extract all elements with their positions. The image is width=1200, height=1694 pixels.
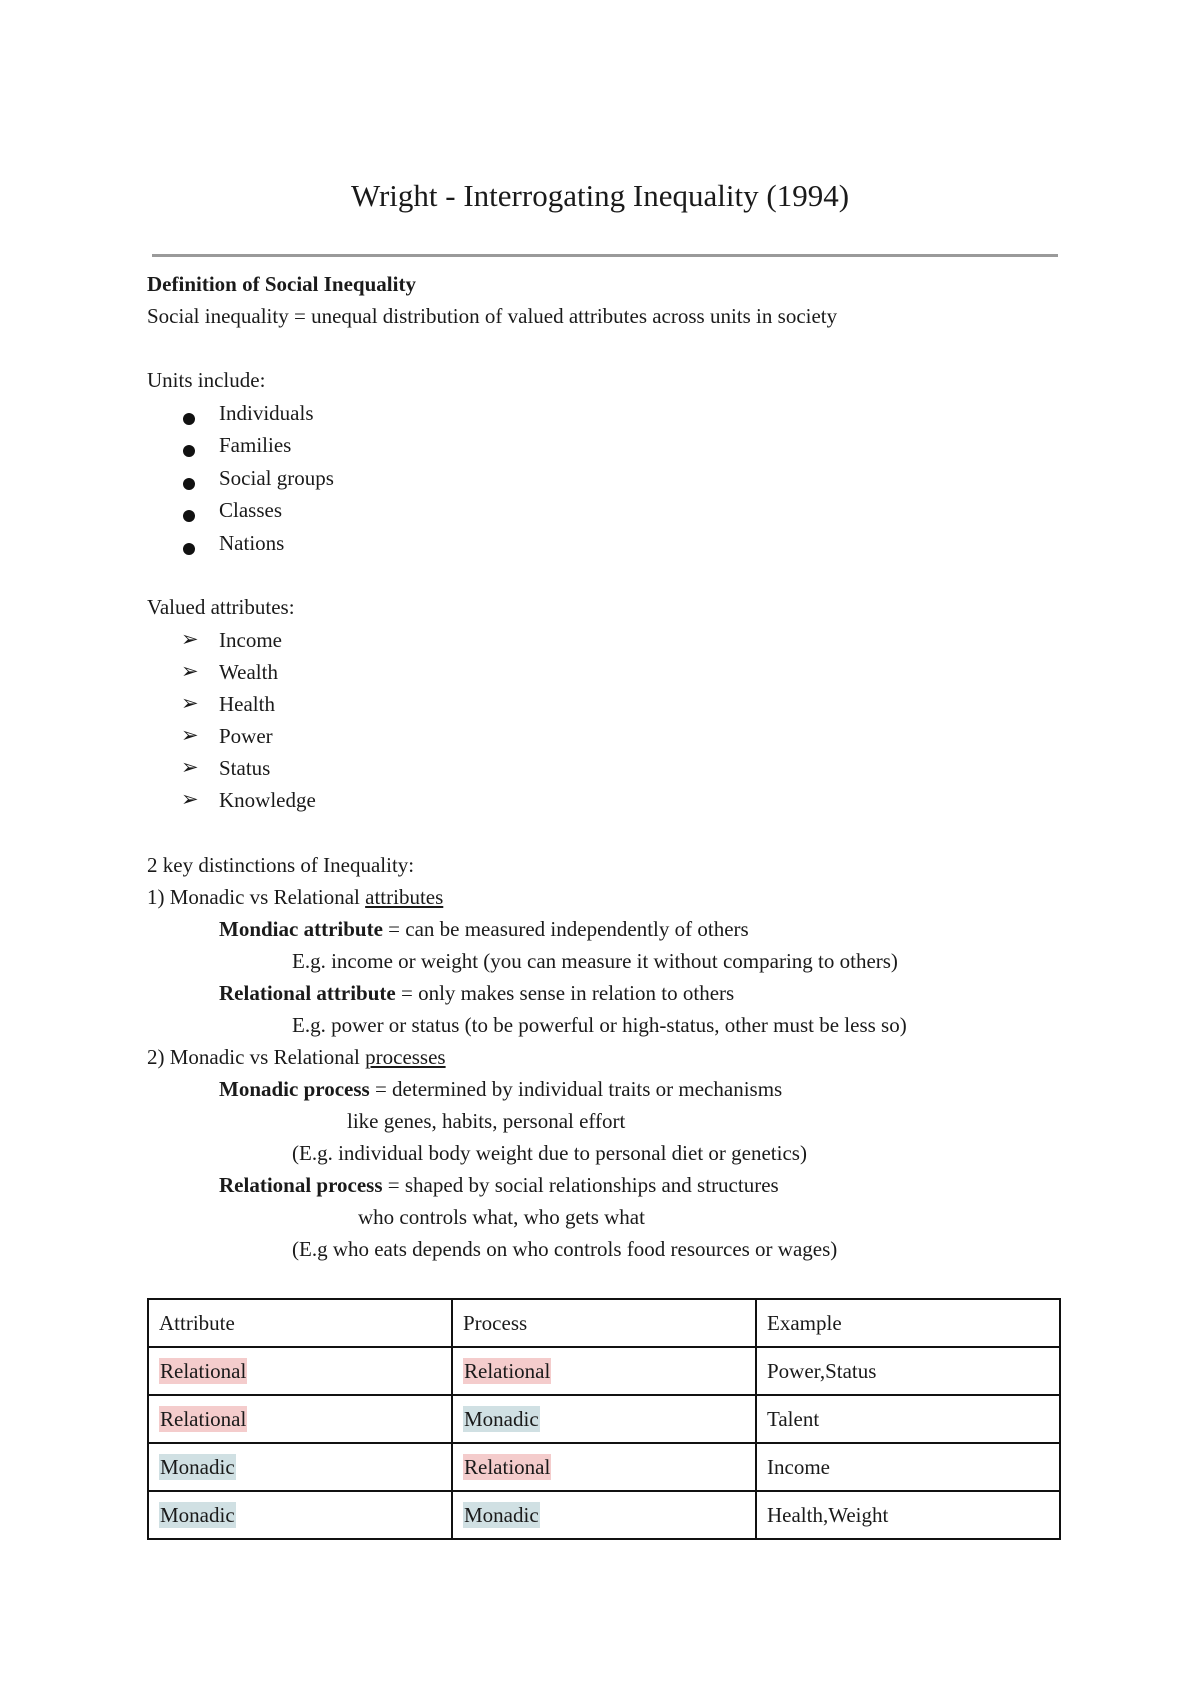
mondiac-attribute-term: Mondiac attribute (219, 917, 383, 941)
list-item: Status (219, 756, 271, 780)
page-title: Wright - Interrogating Inequality (1994) (350, 178, 850, 213)
relational-highlight: Relational (160, 1358, 247, 1383)
list-item: Classes (219, 498, 282, 522)
list-item: Individuals (219, 401, 314, 425)
list-item: Social groups (219, 466, 334, 490)
section-heading: Definition of Social Inequality (147, 272, 416, 296)
relational-process-continuation: who controls what, who gets what (358, 1205, 645, 1229)
distinction-1-prefix: 1) Monadic vs Relational (147, 885, 366, 909)
distinction-1-keyword: attributes (365, 885, 444, 909)
attribute-process-table (147, 1298, 1061, 1540)
arrow-bullet-icon: ➢ (181, 787, 199, 811)
mondiac-attribute-def: = can be measured independently of others (382, 917, 749, 941)
relational-process-def: = shaped by social relationships and structures (382, 1173, 779, 1197)
bullet-dot-icon (183, 543, 195, 555)
list-item: Health (219, 692, 275, 716)
horizontal-rule (152, 254, 1058, 257)
distinction-2-prefix: 2) Monadic vs Relational (147, 1045, 366, 1069)
list-item: Wealth (219, 660, 278, 684)
monadic-highlight: Monadic (464, 1406, 539, 1431)
monadic-process-line (219, 1076, 782, 1102)
list-item: Income (219, 628, 282, 652)
table-cell: Power,Status (756, 1347, 1060, 1395)
relational-highlight: Relational (464, 1358, 551, 1383)
arrow-bullet-icon: ➢ (181, 723, 199, 747)
list-item: Nations (219, 531, 285, 555)
units-heading: Units include: (147, 368, 266, 392)
relational-highlight: Relational (160, 1406, 247, 1431)
table-cell: Income (756, 1443, 1060, 1491)
relational-process-line (219, 1172, 779, 1198)
table-row (148, 1491, 1060, 1539)
mondiac-attribute-example: E.g. income or weight (you can measure it without comparing to others) (292, 949, 898, 973)
arrow-bullet-icon: ➢ (181, 627, 199, 651)
table-cell (452, 1491, 756, 1539)
arrow-bullet-icon: ➢ (181, 659, 199, 683)
table-cell: Talent (756, 1395, 1060, 1443)
monadic-highlight: Monadic (160, 1502, 235, 1527)
table-header-cell: Attribute (148, 1299, 452, 1347)
relational-attribute-example: E.g. power or status (to be powerful or high-status, other must be less so) (292, 1013, 907, 1037)
bullet-dot-icon (183, 478, 195, 490)
table-cell (148, 1491, 452, 1539)
distinction-1 (147, 884, 443, 910)
monadic-highlight: Monadic (464, 1502, 539, 1527)
table-cell: Health,Weight (756, 1491, 1060, 1539)
list-item: Families (219, 433, 292, 457)
table-header-cell: Process (452, 1299, 756, 1347)
mondiac-attribute-line (219, 916, 749, 942)
bullet-dot-icon (183, 413, 195, 425)
table-row (148, 1395, 1060, 1443)
relational-highlight: Relational (464, 1454, 551, 1479)
list-item: Knowledge (219, 788, 316, 812)
table-cell (148, 1347, 452, 1395)
table-row (148, 1443, 1060, 1491)
definition-text: Social inequality = unequal distribution of valued attributes across units in society (147, 304, 838, 328)
table-header-cell: Example (756, 1299, 1060, 1347)
arrow-bullet-icon: ➢ (181, 691, 199, 715)
table-cell (148, 1395, 452, 1443)
relational-attribute-line (219, 980, 734, 1006)
relational-attribute-def: = only makes sense in relation to others (395, 981, 735, 1005)
table-cell (452, 1395, 756, 1443)
monadic-process-term: Monadic process (219, 1077, 370, 1101)
arrow-bullet-icon: ➢ (181, 755, 199, 779)
relational-process-example: (E.g who eats depends on who controls food resources or wages) (292, 1237, 838, 1261)
relational-process-term: Relational process (219, 1173, 383, 1197)
table-cell (452, 1347, 756, 1395)
distinction-2 (147, 1044, 446, 1070)
bullet-dot-icon (183, 445, 195, 457)
table-cell (148, 1443, 452, 1491)
table-cell (452, 1443, 756, 1491)
distinctions-heading: 2 key distinctions of Inequality: (147, 853, 415, 877)
monadic-process-def: = determined by individual traits or mechanisms (369, 1077, 783, 1101)
attributes-heading: Valued attributes: (147, 595, 295, 619)
distinction-2-keyword: processes (365, 1045, 446, 1069)
monadic-process-example: (E.g. individual body weight due to personal diet or genetics) (292, 1141, 807, 1165)
monadic-process-continuation: like genes, habits, personal effort (347, 1109, 626, 1133)
table-header-row (148, 1299, 1060, 1347)
list-item: Power (219, 724, 273, 748)
relational-attribute-term: Relational attribute (219, 981, 396, 1005)
table-row (148, 1347, 1060, 1395)
monadic-highlight: Monadic (160, 1454, 235, 1479)
bullet-dot-icon (183, 510, 195, 522)
